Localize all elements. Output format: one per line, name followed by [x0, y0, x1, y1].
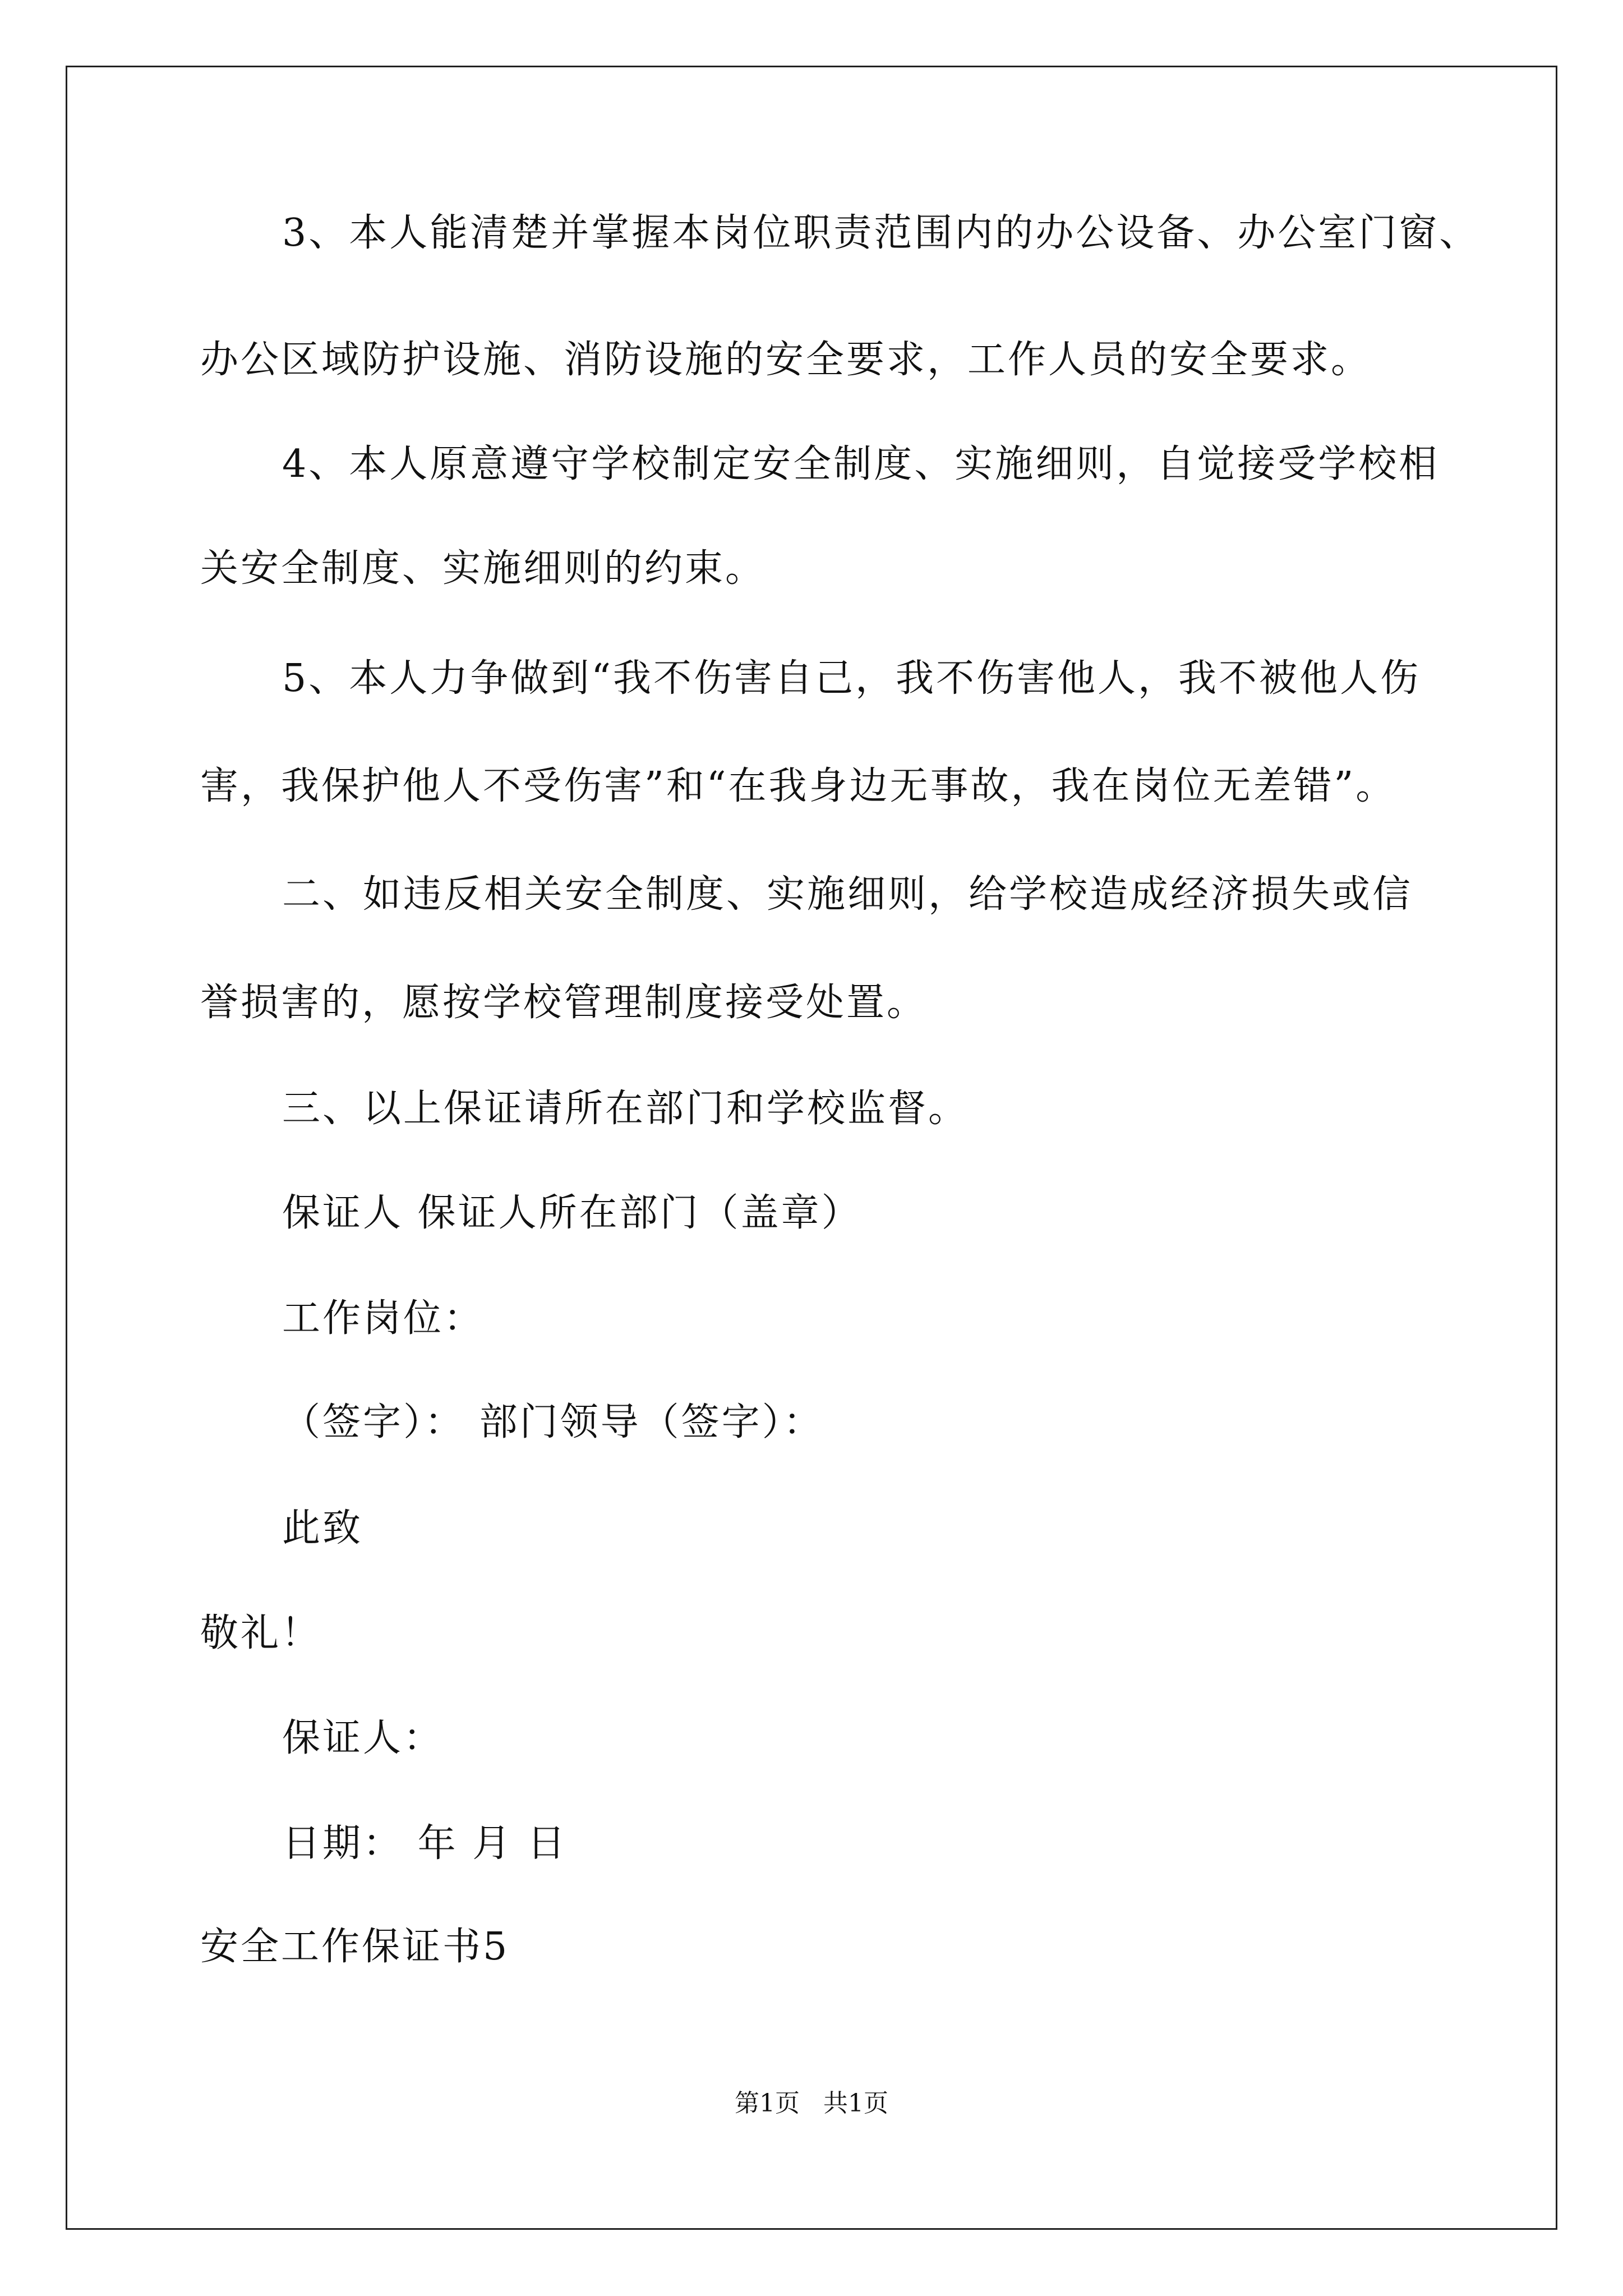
text-line-guarantor-department: 保证人 保证人所在部门（盖章）	[282, 1191, 862, 1235]
page-number-footer: 第1页 共1页	[735, 2089, 888, 2118]
text-line-guarantor: 保证人：	[282, 1716, 444, 1760]
text-line-closing-salutation: 此致	[282, 1506, 363, 1550]
text-line-signatures: （签字）： 部门领导（签字）：	[282, 1400, 824, 1444]
text-line-clause-5-part2: 害，我保护他人不受伤害”和“在我身边无事故，我在岗位无差错”。	[200, 764, 1396, 808]
text-line-section-2-part1: 二、如违反相关安全制度、实施细则，给学校造成经济损失或信	[282, 872, 1413, 917]
text-line-clause-5-part1: 5、本人力争做到“我不伤害自己，我不伤害他人，我不被他人伤	[282, 656, 1421, 701]
text-line-clause-4-part2: 关安全制度、实施细则的约束。	[200, 546, 766, 591]
text-line-section-2-part2: 誉损害的，愿按学校管理制度接受处置。	[200, 981, 928, 1025]
text-line-clause-3-part1: 3、本人能清楚并掌握本岗位职责范围内的办公设备、办公室门窗、	[282, 211, 1480, 255]
text-line-work-position: 工作岗位：	[282, 1296, 485, 1341]
text-line-section-3: 三、以上保证请所在部门和学校监督。	[282, 1087, 969, 1131]
text-line-clause-3-part2: 办公区域防护设施、消防设施的安全要求，工作人员的安全要求。	[200, 338, 1372, 382]
text-line-date: 日期： 年 月 日	[282, 1821, 568, 1866]
page-frame	[66, 66, 1557, 2230]
text-line-clause-4-part1: 4、本人原意遵守学校制定安全制度、实施细则，自觉接受学校相	[282, 442, 1440, 486]
text-line-next-title: 安全工作保证书5	[200, 1925, 510, 1969]
text-line-regards: 敬礼！	[200, 1611, 322, 1655]
